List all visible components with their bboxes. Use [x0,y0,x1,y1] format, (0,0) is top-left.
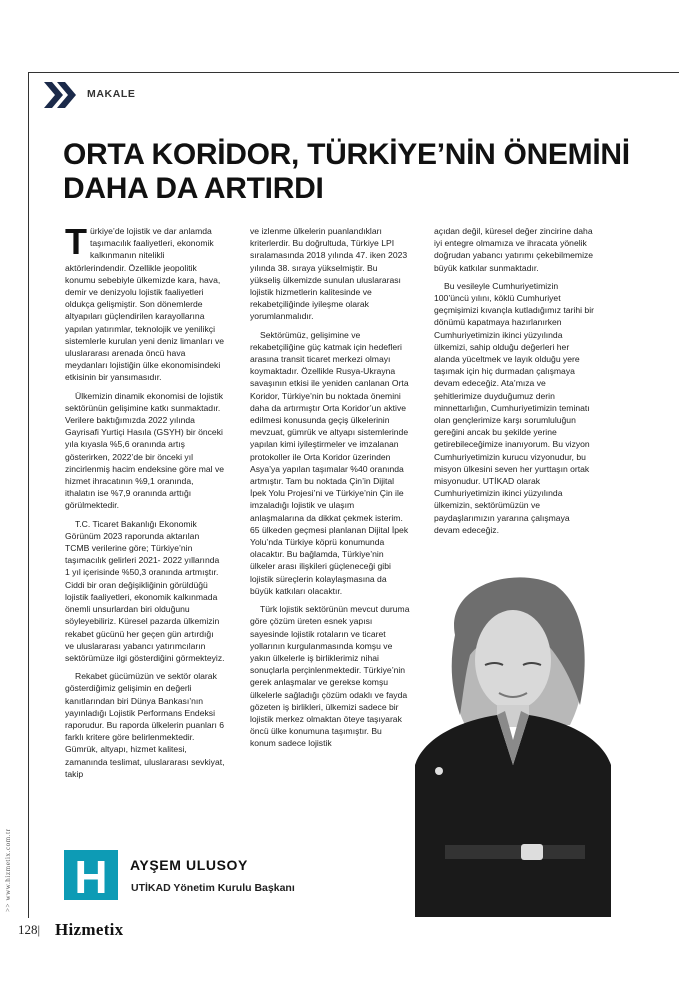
paragraph: ve izlenme ülkelerin puanlandıkları kriterlerdir. Bu doğrultuda, Türkiye LPI sıralamasında 2018 yılında 47. iken 2023 yılında 38. sıraya yükselmiştir. Bu yükseliş ülkemizde sunulan uluslararası lojistik hizmetlerin kalitesinde ve rekabetçiliğinde iyileşme olarak yorumlanmalıdır. [250,226,408,322]
article-column-2 [250,225,410,756]
section-label: MAKALE [87,88,136,100]
paragraph: Bu vesileyle Cumhuriyetimizin 100’üncü yılını, köklü Cumhuriyet geçmişimizi kıvançla kutladığımız tarihi bir dönümü kapatmaya hazırlanırken Cumhuriyetimizin ikinci yüzyılında ülkemizi, sahip olduğu değerleri her alanda yüceltmek ve layık olduğu yere taşımak için hiç durmadan çalışmaya devam edeceğiz. Ata’mıza ve şehitlerimize duyduğumuz derin minnettarlığın, Cumhuriyetimizin teminatı olan gençlerimize karşı sorumluluğun gereğini ancak bu şekilde yerine getirebileceğimize inanıyorum. Bu vizyon Cumhuriyetimizin kurucu vizyonudur, bu misyon ülkesini seven her yurttaşın ortak misyonudur. UTİKAD olarak Cumhuriyetimizin ikinci yüzyılında ülkemizin, sektörümüzün ve paydaşlarımızın yararına çalışmaya devam edeceğiz. [434,280,594,535]
page-number: 128| [18,922,41,937]
article-headline [63,138,643,206]
author-role: UTİKAD Yönetim Kurulu Başkanı [131,882,295,894]
website-url: >> www.hizmetix.com.tr [4,828,12,912]
paragraph: Türk lojistik sektörünün mevcut duruma göre çözüm üreten esnek yapısı sayesinde lojistik rotaların ve ticaret yollarının kurgulanmasında komşu ve yakın ülkelerle iş birliklerimiz nihai sonuçlarla perçinlenmektedir. Türkiye’nin gerek anlaşmalar ve gerekse komşu ülkelerle sağladığı çözüm odaklı ve fayda gözeten iş birlikleri, ülkemizi sadece bir lojistik merkez olmaktan öteye taşıyarak öncü ülke konumuna taşımıştır. Bu konum sadece lojistik [250,604,410,749]
paragraph: Türkiye’de lojistik ve dar anlamda taşımacılık faaliyetleri, ekonomik kalkınmanın nitelikli aktörlerindendir. Özellikle jeopolitik konumu sebebiyle ülkemizde kara, hava, demir ve denizyolu lojistik faaliyetleri oldukça gelişmiştir. Son dönemlerde altyapıları güçlendirilen karayollarına yapılan yatırımlar, teknolojik ve yenilikçi sistemlerle kurulan yeni deniz limanları ve uluslararası arenada öncü hava meydanları lojistiğin ülke ekonomisindeki etkisinin bir yansımasıdır. [65,221,225,383]
author-portrait [405,565,620,917]
article-column-3 [434,225,594,542]
paragraph: Sektörümüz, gelişimine ve rekabetçiliğine güç katmak için hedefleri arasına transit ticaret merkezi olmayı koymaktadır. Özellikle Rusya-Ukrayna savaşının etkisi ile yeniden canlanan Orta Koridor, Türkiye’nin bu noktada önemini daha da artırmıştır Orta Koridor’un aktive edilmesi konusunda geçiş ülkelerinin mevzuat, gümrük ve altyapı sistemlerinde yapılan kimi iyileştirmeler ve imzalanan protokoller ile Orta Koridor üzerinden Asya’ya yapılan taşımalar %40 oranında artmıştır. Tam bu noktada Çin’in Dijital İpek Yolu Projesi’ni ve Türkiye’nin Çin ile imzaladığı lojistik ve ulaşım anlaşmalarına da dikkat çekmek isterim. 65 ülkeden geçmesi planlanan Dijital İpek Yolu’nda Türkiye köprü konumunda olacaktır. Bu bağlamda, Türkiye’nin ülkeler arası ilişkileri güçleneceği gibi lojistik süreçlerin kolaylaşmasına da büyük katkıları olacaktır. [250,329,409,596]
paragraph: Ülkemizin dinamik ekonomisi de lojistik sektörünün gelişimine katkı sunmaktadır. Verilere baktığımızda 2022 yılında Gayrisafi Yurtiçi Hasıla (GSYH) bir önceki yıla kıyasla %5,6 oranında artış gösterirken, 2022’de bir önceki yıl zincirlenmiş hacim endeksine göre mal ve hizmet ihracatının %9,1 oranında, ithalatın ise %7,9 oranında arttığı görülmektedir. [65,390,225,511]
drop-cap: T [65,221,87,262]
logo-letter: H [74,851,108,900]
headline-line-1: ORTA KORİDOR, TÜRKİYE’NİN ÖNEMİNİ [63,138,630,171]
paragraph: T.C. Ticaret Bakanlığı Ekonomik Görünüm 2023 raporunda aktarılan TCMB verilerine göre; Türkiye’nin taşımacılık gelirleri 2021- 2022 yıllarında 1 yıl içerisinde %50,3 oranında artmıştır. Ciddi bir oran değişikliğinin görüldüğü lojistik faaliyetleri, ekonomik kalkınmada önemli unsurlardan biri olduğunu söyleyebiliriz. Küresel pazarda ülkemizin rekabet gücünü her geçen gün artırdığı ve uluslararası yabancı yatırımcıların sektörümüze ilgi gösterdiğini görmekteyiz. [65,518,225,663]
paragraph: Rekabet gücümüzün ve sektör olarak gösterdiğimiz gelişimin en değerli kanıtlarından biri Dünya Bankası’nın yayınladığı Lojistik Performans Endeksi raporudur. Bu raporda ülkelerin puanları 6 farklı kritere göre belirlenmektedir. Gümrük, altyapı, hizmet kalitesi, zamanında teslimat, uluslararası sevkiyat, takip [65,671,225,779]
paragraph: açıdan değil, küresel değer zincirine daha iyi entegre olmamıza ve ihracata yönelik doğrudan yabancı yatırımı çekebilmemize büyük katkılar sunmaktadır. [434,226,594,273]
brand-logo [64,850,118,900]
magazine-brand: Hizmetix [55,920,124,939]
article-column-1 [65,221,225,786]
chevron-double-right-icon [44,82,78,108]
headline-line-2: DAHA DA ARTIRDI [63,172,324,205]
author-name: AYŞEM ULUSOY [130,857,248,873]
